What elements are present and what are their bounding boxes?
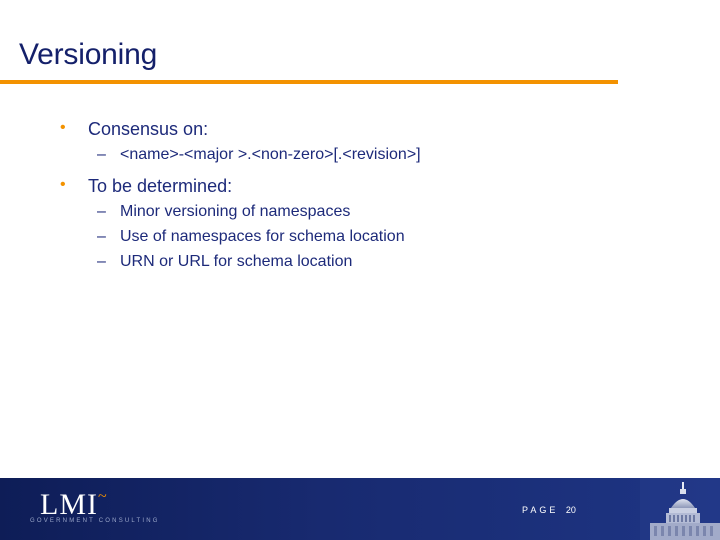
bullet-dot-icon: • <box>60 176 66 193</box>
sub-bullet-text: Use of namespaces for schema location <box>120 228 405 245</box>
sub-bullet-text: <name>-<major >.<non-zero>[.<revision>] <box>120 146 421 163</box>
logo-tilde-icon: ~ <box>98 488 108 505</box>
capitol-dome-icon <box>640 478 720 540</box>
lmi-logo <box>40 488 108 521</box>
dash-icon: – <box>97 228 106 245</box>
page-indicator <box>522 505 576 515</box>
bullet-dot-icon: • <box>60 119 66 136</box>
sub-bullet-text: URN or URL for schema location <box>120 253 353 270</box>
slide-title: Versioning <box>19 38 158 71</box>
bullet-text: Consensus on: <box>88 119 209 139</box>
dash-icon: – <box>97 253 106 270</box>
dash-icon: – <box>97 146 106 163</box>
sub-bullet-text: Minor versioning of namespaces <box>120 203 351 220</box>
dash-icon: – <box>97 203 106 220</box>
logo-subtitle: GOVERNMENT CONSULTING <box>30 518 160 524</box>
footer-bar <box>0 478 720 540</box>
page-label: PAGE <box>522 505 559 515</box>
logo-text: LMI <box>40 488 98 521</box>
page-number: 20 <box>565 505 576 515</box>
bullet-text: To be determined: <box>88 176 233 196</box>
